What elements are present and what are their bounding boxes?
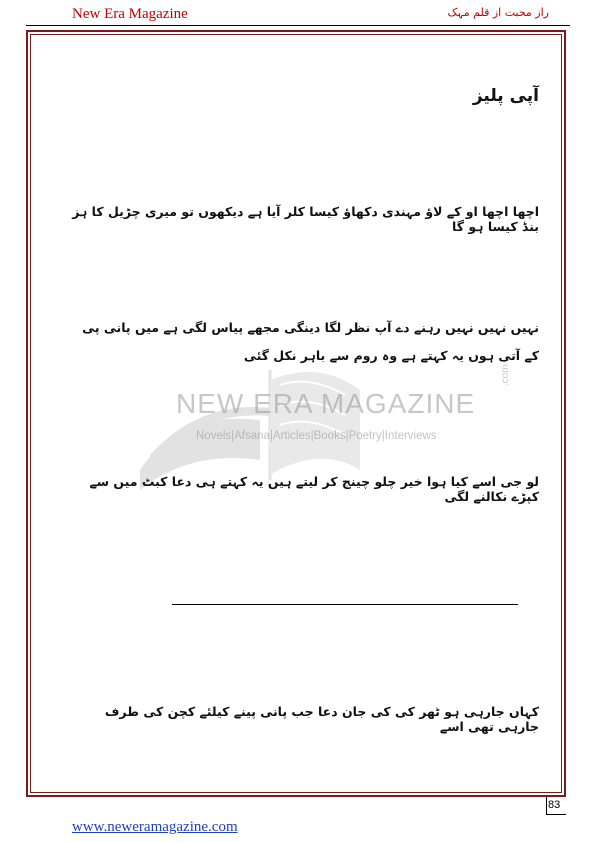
header-magazine-name: New Era Magazine — [72, 6, 188, 22]
scene-separator-line — [172, 604, 518, 605]
footer-website-link[interactable]: www.neweramagazine.com — [72, 819, 238, 835]
paragraph-2: نہیں نہیں نہیں رہنے دے آپ نظر لگا دینگی مجھے پیاس لگی ہے میں پانی پی کے آتی ہوں یہ کہتے ہے وہ روم سے باہر نکل گئی — [82, 320, 539, 363]
watermark-title: NEW ERA MAGAZINE — [176, 388, 476, 419]
story-heading: آپی پلیز — [472, 86, 539, 106]
paragraph-1: اچھا اچھا او کے لاؤ مہندی دکھاؤ کیسا کلر آیا ہے دیکھوں تو میری چڑیل کا ہز بنڈ کیسا ہو گا — [72, 204, 539, 234]
header-story-title: راز محبت از قلم مہک — [447, 6, 549, 19]
page-number: 83 — [548, 799, 561, 811]
header-divider — [26, 25, 570, 26]
paragraph-3: لو جی اسے کیا ہوا خیر چلو چینج کر لیتے ہیں یہ کہتے ہی دعا کبٹ میں سے کپڑے نکالنے لگی — [89, 474, 539, 504]
watermark-domain: .com — [500, 364, 511, 386]
paragraph-4: کہاں جارہی ہو ٹھر کی کی جان دعا جب پانی پینے کیلئے کچن کی طرف جارہی تھی اسے — [104, 704, 539, 734]
watermark-subtitle: Novels|Afsana|Articles|Books|Poetry|Interviews — [196, 430, 437, 442]
